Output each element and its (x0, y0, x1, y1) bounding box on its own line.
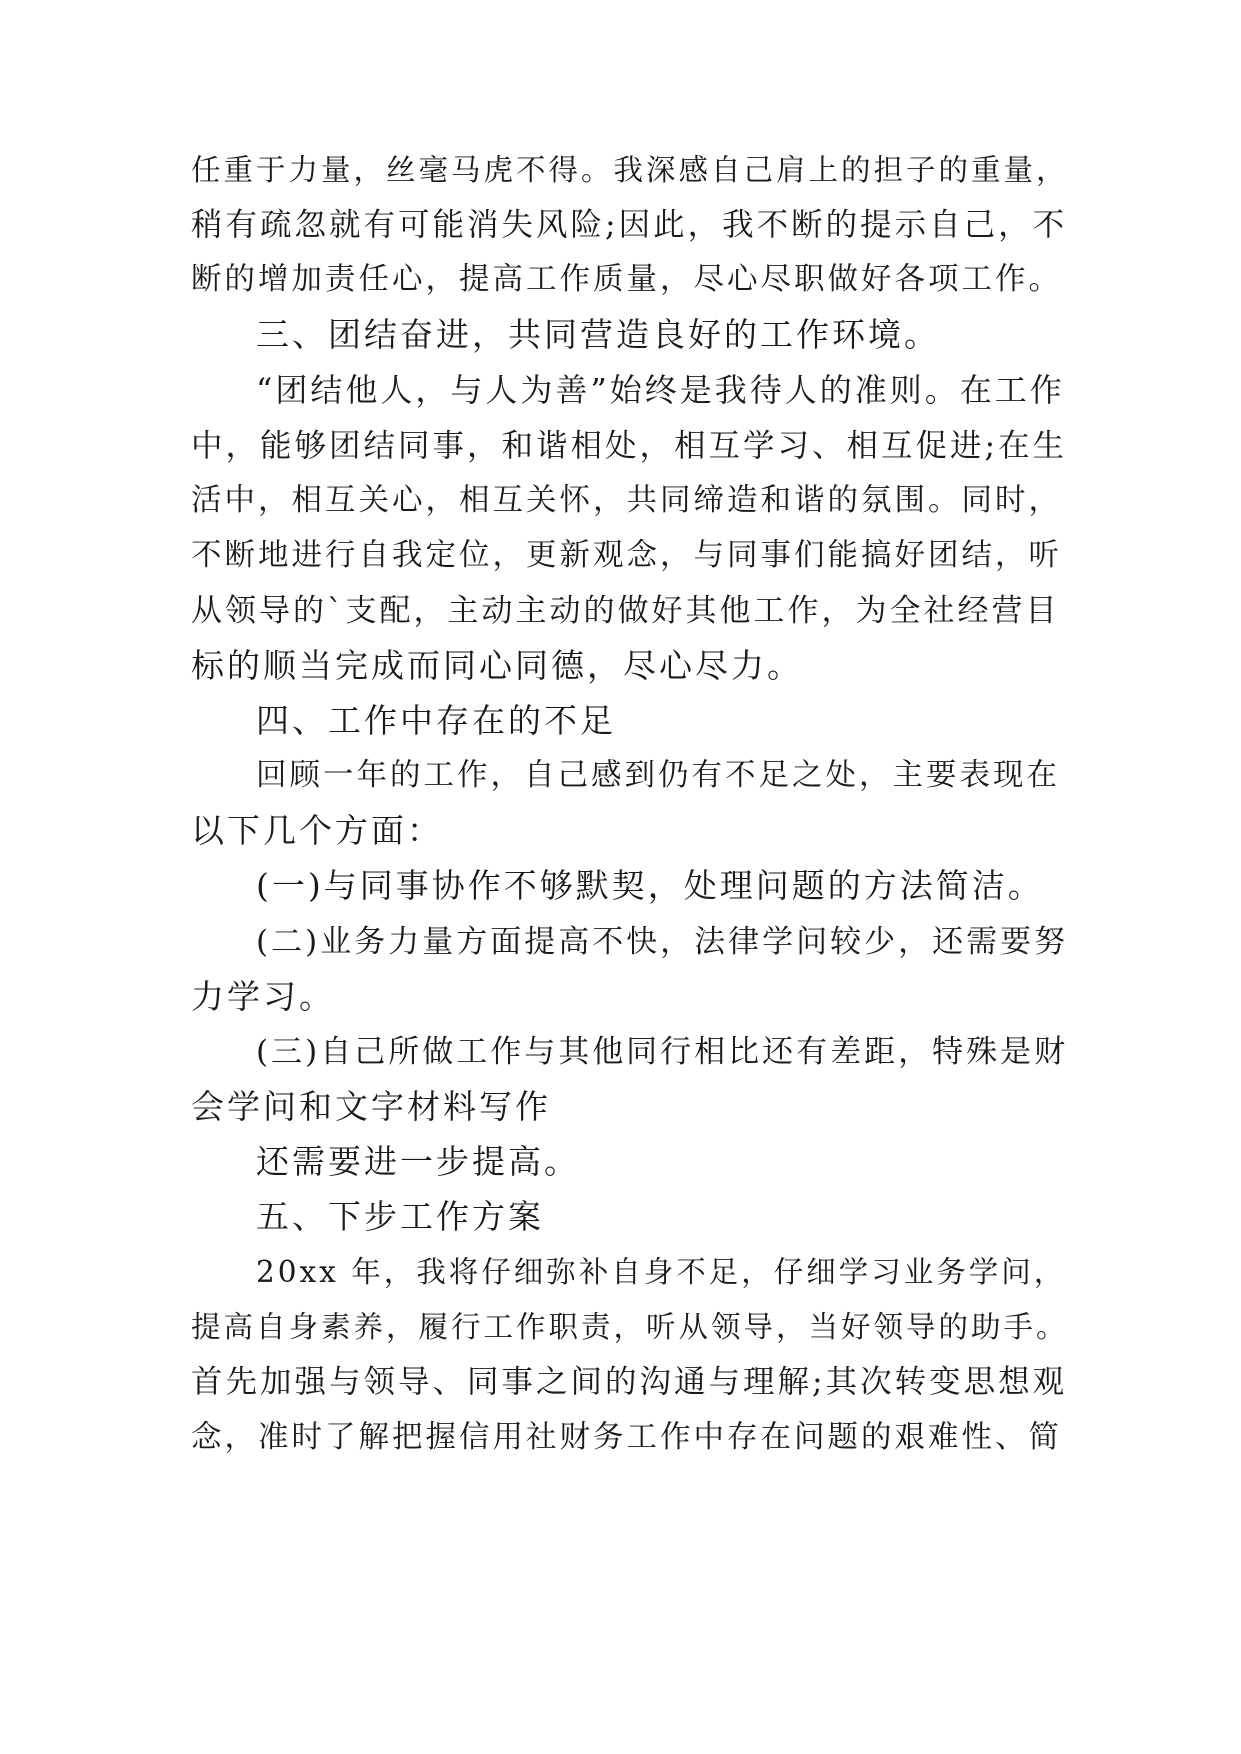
section-heading: 五、下步工作方案 (256, 1197, 544, 1236)
text-line: 不断地进行自我定位，更新观念，与同事们能搞好团结，听 (191, 538, 1062, 573)
text-line: 断的增加责任心，提高工作质量，尽心尽职做好各项工作。 (191, 262, 1062, 297)
text-line: 标的顺当完成而同心同德，尽心尽力。 (191, 646, 803, 685)
text-line: 任重于力量，丝毫马虎不得。我深感自己肩上的担子的重量， (191, 153, 1069, 187)
text-line: “团结他人，与人为善”始终是我待人的准则。在工作 (256, 371, 1065, 409)
text-line: 念，准时了解把握信用社财务工作中存在问题的艰难性、简 (191, 1420, 1062, 1455)
text-line: 20xx 年，我将仔细弥补自身不足，仔细学习业务学问， (256, 1255, 1067, 1289)
text-line: 首先加强与领导、同事之间的沟通与理解;其次转变思想观 (191, 1364, 1068, 1400)
text-line: 力学习。 (191, 977, 335, 1016)
list-item: (二)业务力量方面提高不快，法律学问较少，还需要努 (256, 924, 1069, 960)
text-line: 从领导的`支配，主动主动的做好其他工作，为全社经营目 (191, 593, 1060, 629)
text-line: 稍有疏忽就有可能消失风险;因此，我不断的提示自己，不 (191, 207, 1068, 243)
text-line: 以下几个方面： (191, 811, 443, 850)
section-heading: 三、团结奋进，共同营造良好的工作环境。 (256, 315, 940, 354)
text-line: 会学问和文字材料写作 (191, 1087, 551, 1126)
text-line: 活中，相互关心，相互关怀，共同缔造和谐的氛围。同时， (191, 483, 1062, 518)
text-line: 中，能够团结同事，和谐相处，相互学习、相互促进;在生 (191, 428, 1068, 464)
list-item: (一)与同事协作不够默契，处理问题的方法简洁。 (256, 866, 1044, 905)
list-item: (三)自己所做工作与其他同行相比还有差距，特殊是财 (256, 1034, 1069, 1070)
text-line: 回顾一年的工作，自己感到仍有不足之处，主要表现在 (256, 758, 1060, 793)
text-line: 还需要进一步提高。 (256, 1142, 580, 1181)
section-heading: 四、工作中存在的不足 (256, 701, 616, 740)
text-line: 提高自身素养，履行工作职责，听从领导，当好领导的助手。 (191, 1310, 1069, 1344)
